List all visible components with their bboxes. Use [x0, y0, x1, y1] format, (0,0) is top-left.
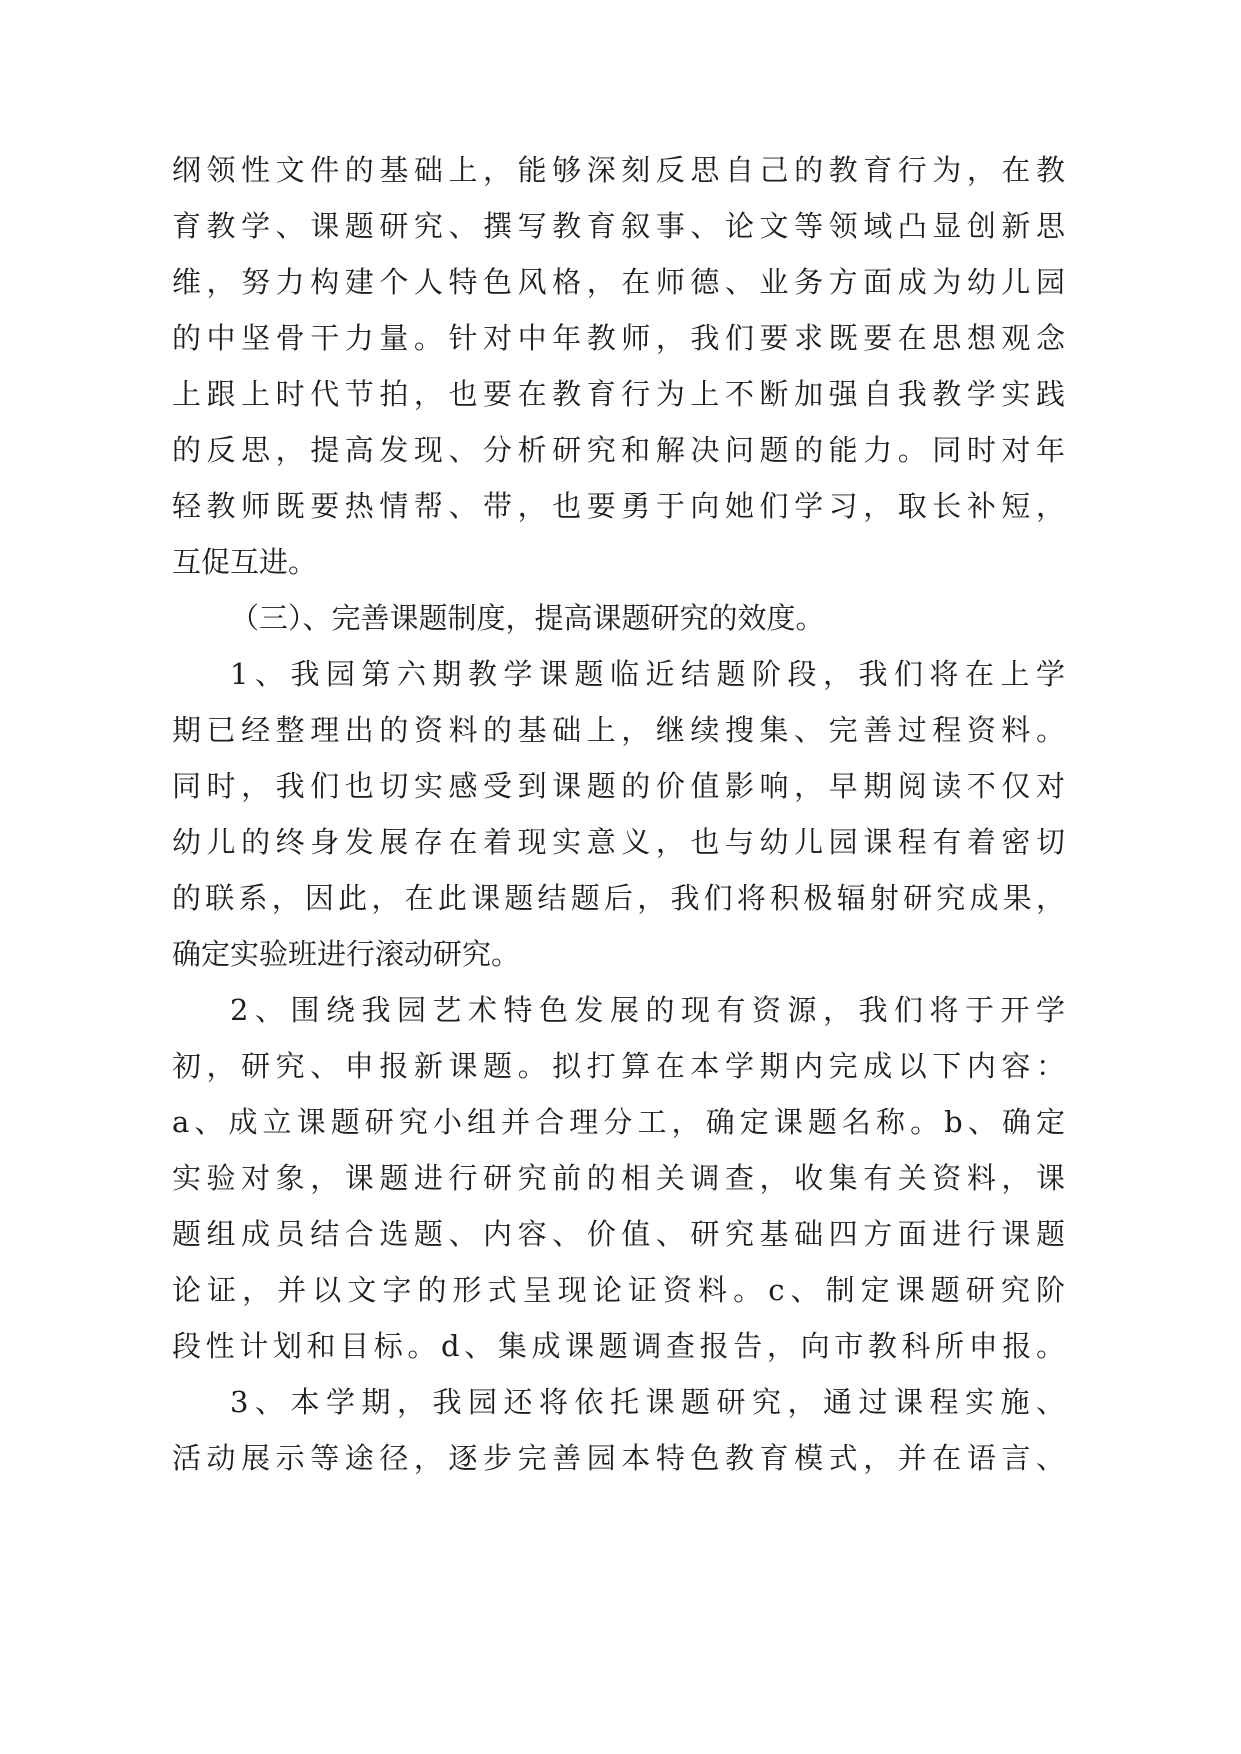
text-line: 2、围绕我园艺术特色发展的现有资源，我们将于开学 — [230, 993, 1065, 1027]
text-line: a、成立课题研究小组并合理分工，确定课题名称。b、确定 — [172, 1105, 1065, 1139]
text-line: 段性计划和目标。d、集成课题调查报告，向市教科所申报。 — [172, 1329, 1065, 1363]
text-line: 论证，并以文字的形式呈现论证资料。c、制定课题研究阶 — [172, 1273, 1065, 1307]
text-line: 轻教师既要热情帮、带，也要勇于向她们学习，取长补短， — [172, 489, 1065, 523]
text-line: 育教学、课题研究、撰写教育叙事、论文等领域凸显创新思 — [172, 209, 1065, 243]
text-line: 纲领性文件的基础上，能够深刻反思自己的教育行为，在教 — [172, 153, 1065, 187]
text-line: 的联系，因此，在此课题结题后，我们将积极辐射研究成果， — [172, 881, 1065, 915]
text-line: 确定实验班进行滚动研究。 — [172, 937, 521, 971]
section-heading-text: （三）、完善课题制度，提高课题研究的效度。 — [230, 601, 825, 635]
text-line: 活动展示等途径，逐步完善园本特色教育模式，并在语言、 — [172, 1441, 1065, 1475]
paragraph-item-2 — [172, 982, 1065, 1374]
text-line: 的中坚骨干力量。针对中年教师，我们要求既要在思想观念 — [172, 321, 1065, 355]
body-text — [172, 142, 1065, 1486]
text-line: 幼儿的终身发展存在着现实意义，也与幼儿园课程有着密切 — [172, 825, 1065, 859]
text-line: 题组成员结合选题、内容、价值、研究基础四方面进行课题 — [172, 1217, 1065, 1251]
paragraph-item-3 — [172, 1374, 1065, 1486]
text-line: 同时，我们也切实感受到课题的价值影响，早期阅读不仅对 — [172, 769, 1065, 803]
section-heading — [172, 590, 1065, 646]
text-line: 期已经整理出的资料的基础上，继续搜集、完善过程资料。 — [172, 713, 1065, 747]
text-line: 的反思，提高发现、分析研究和解决问题的能力。同时对年 — [172, 433, 1065, 467]
text-line: 上跟上时代节拍，也要在教育行为上不断加强自我教学实践 — [172, 377, 1065, 411]
text-line: 维，努力构建个人特色风格，在师德、业务方面成为幼儿园 — [172, 265, 1065, 299]
paragraph-teacher-development — [172, 142, 1065, 590]
text-line: 互促互进。 — [172, 545, 318, 579]
paragraph-item-1 — [172, 646, 1065, 982]
text-line: 1、我园第六期教学课题临近结题阶段，我们将在上学 — [230, 657, 1065, 691]
text-line: 3、本学期，我园还将依托课题研究，通过课程实施、 — [230, 1385, 1065, 1419]
text-line: 实验对象，课题进行研究前的相关调查，收集有关资料，课 — [172, 1161, 1065, 1195]
text-line: 初，研究、申报新课题。拟打算在本学期内完成以下内容： — [172, 1049, 1065, 1083]
